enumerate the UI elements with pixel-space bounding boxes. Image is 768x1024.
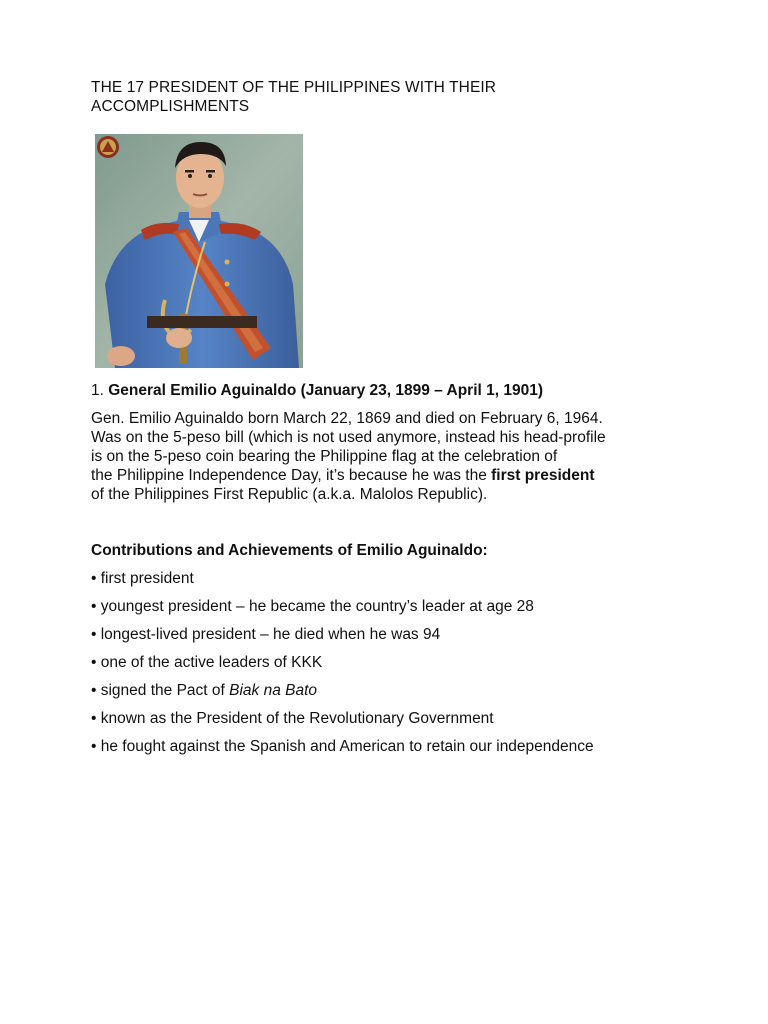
contributions-list	[91, 569, 594, 765]
paragraph-line	[91, 466, 731, 485]
emblem-icon	[97, 136, 119, 158]
list-item: • first president	[91, 570, 194, 587]
pact-name: Biak na Bato	[229, 682, 318, 699]
first-president-emphasis: first president	[491, 467, 595, 484]
list-item: • longest-lived president – he died when he was 94	[91, 626, 441, 643]
list-item: • youngest president – he became the country’s leader at age 28	[91, 598, 534, 615]
biography-paragraph	[91, 409, 731, 504]
list-item-text: • signed the Pact of	[91, 682, 230, 699]
list-item: • one of the active leaders of KKK	[91, 654, 323, 671]
paragraph-text: the Philippine Independence Day, it’s because he was the	[91, 467, 492, 484]
list-item: • known as the President of the Revolutionary Government	[91, 710, 494, 727]
contributions-heading: Contributions and Achievements of Emilio Aguinaldo:	[91, 542, 488, 559]
paragraph-line: is on the 5-peso coin bearing the Philippine flag at the celebration of	[91, 448, 558, 465]
paragraph-line: Was on the 5-peso bill (which is not used anymore, instead his head-profile	[91, 429, 606, 446]
list-item: • he fought against the Spanish and American to retain our independence	[91, 738, 594, 755]
paragraph-line: Gen. Emilio Aguinaldo born March 22, 1869 and died on February 6, 1964.	[91, 410, 603, 427]
title-line-2: ACCOMPLISHMENTS	[91, 98, 250, 115]
paragraph-line: of the Philippines First Republic (a.k.a. Malolos Republic).	[91, 486, 488, 503]
portrait-image	[95, 134, 303, 368]
president-name-and-term: General Emilio Aguinaldo (January 23, 1899 – April 1, 1901)	[108, 382, 543, 399]
president-heading	[91, 381, 543, 400]
title-line-1: THE 17 PRESIDENT OF THE PHILIPPINES WITH THEIR	[91, 79, 497, 96]
document-title	[91, 78, 731, 116]
document-page	[91, 78, 731, 755]
section-number: 1.	[91, 382, 104, 399]
list-item	[91, 681, 594, 709]
